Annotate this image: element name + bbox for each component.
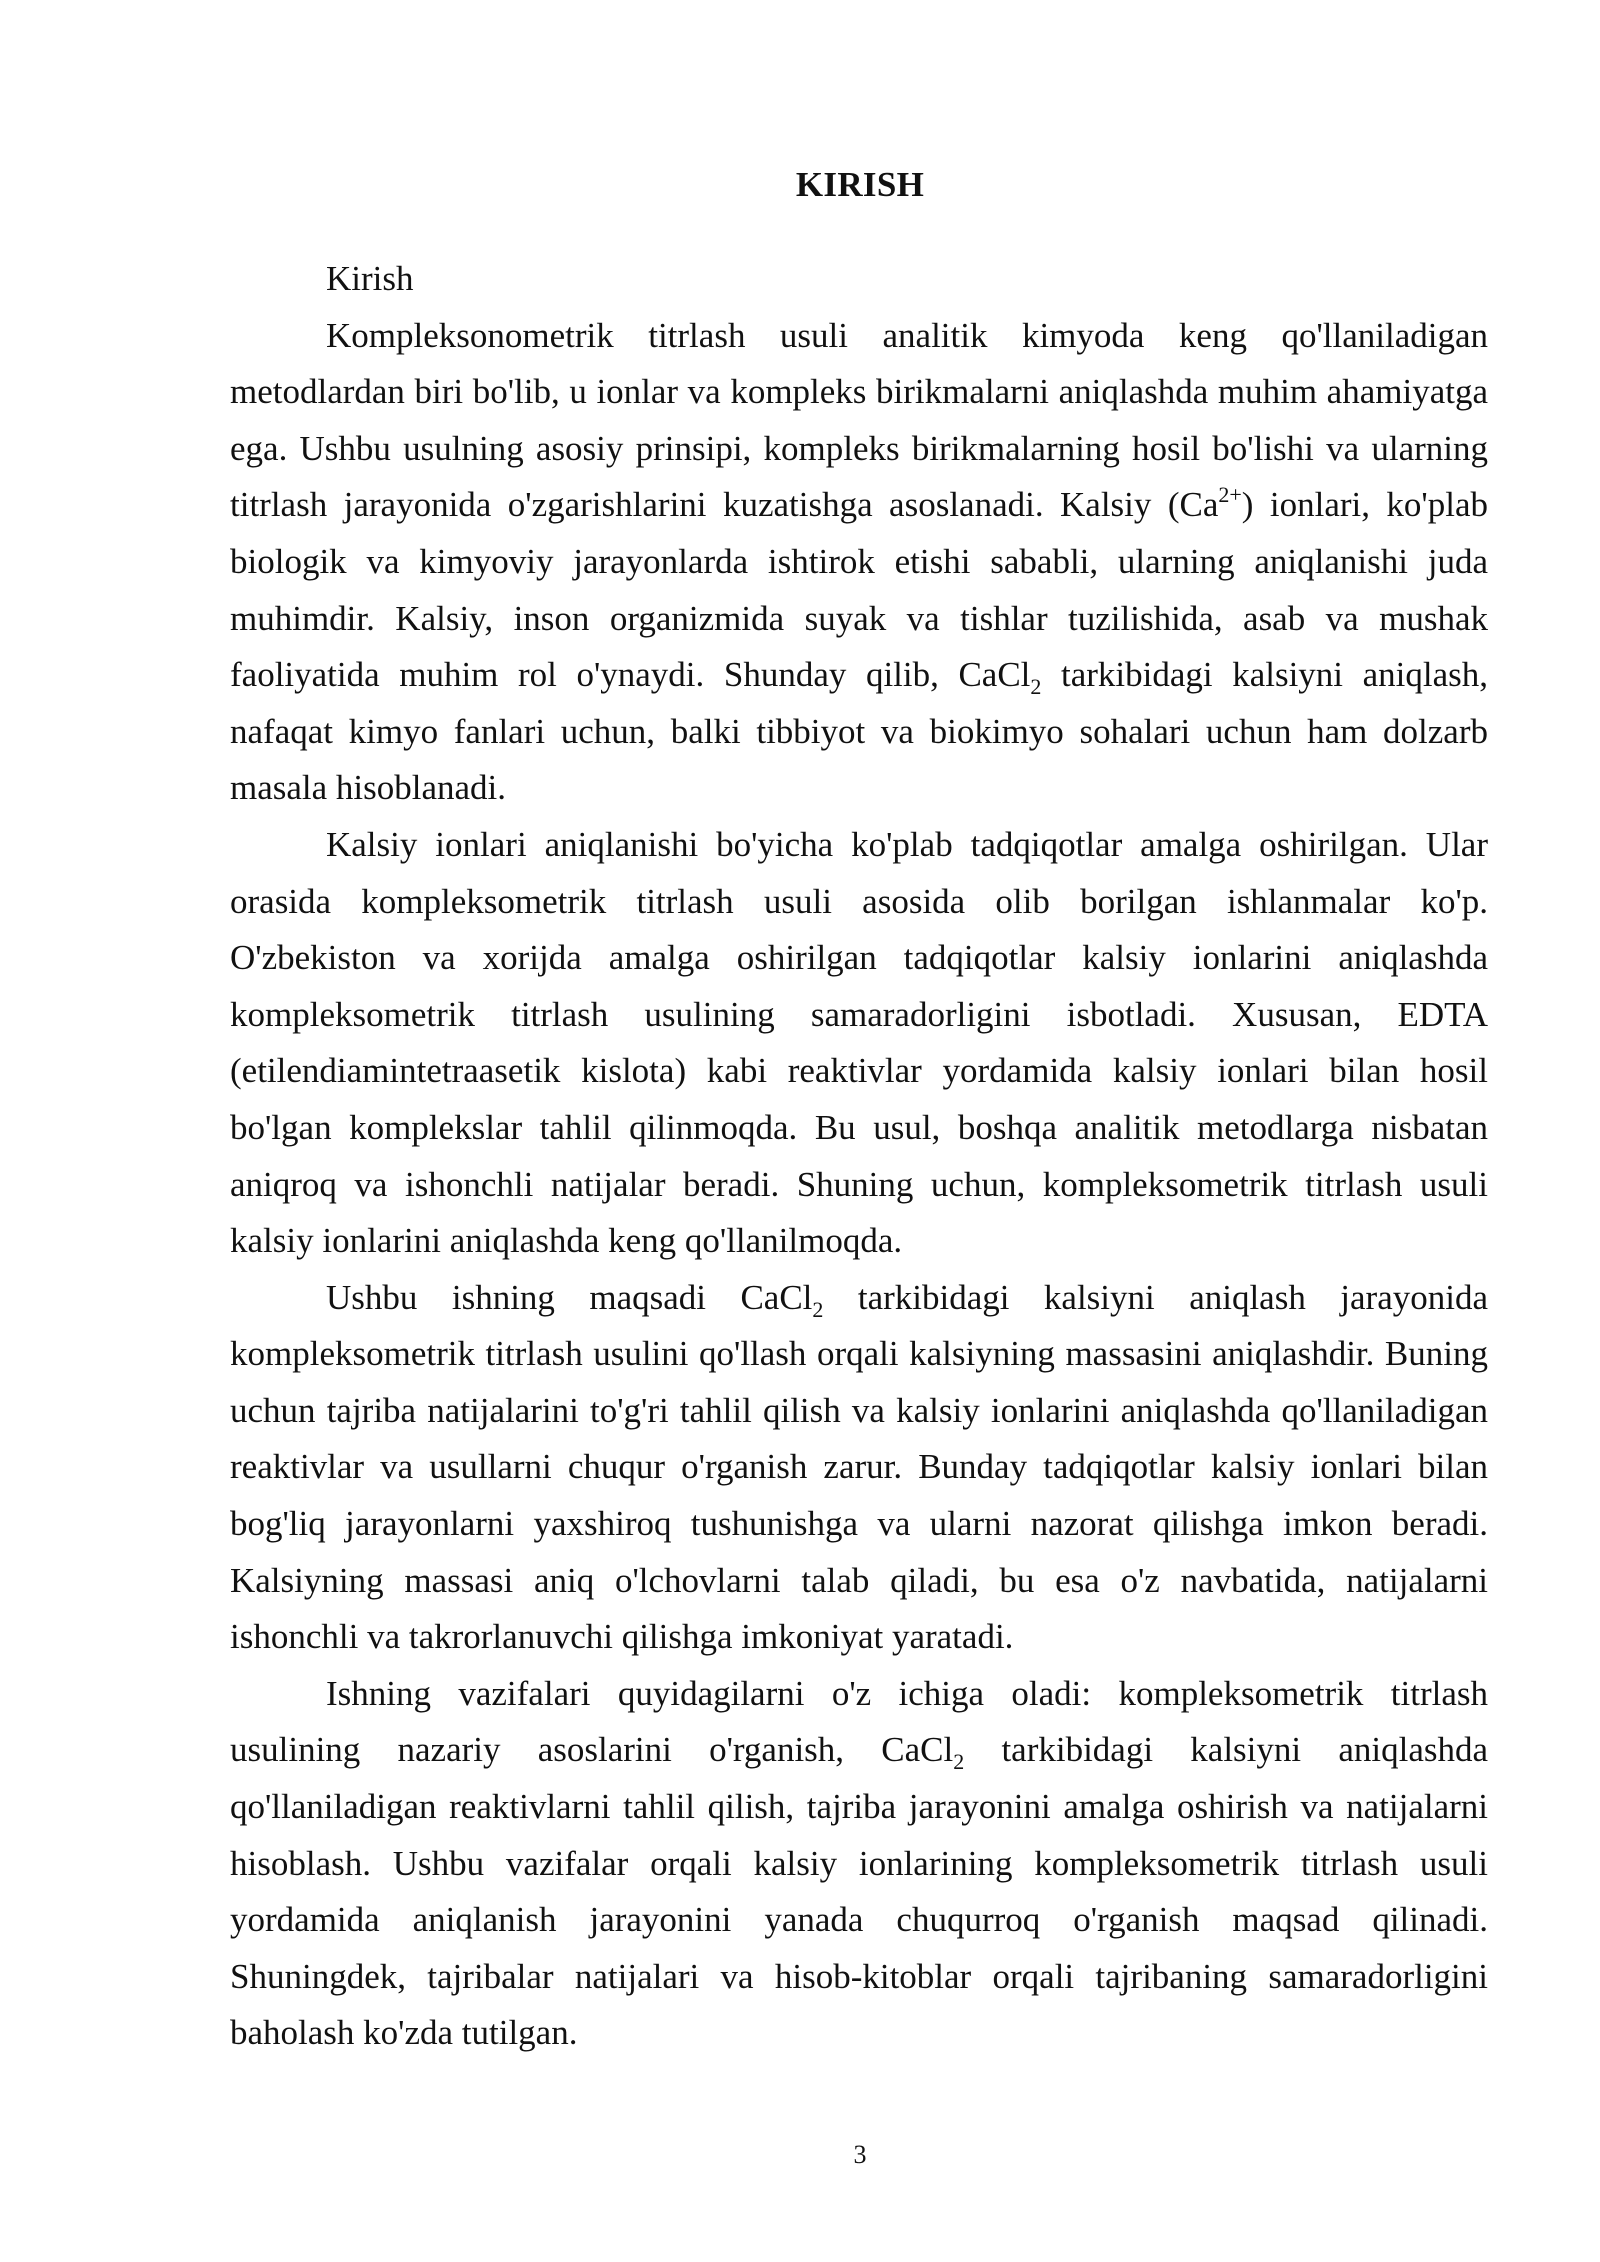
paragraph-4-text-a: Ishning vazifalari quyidagilarni o'z ichiga oladi: kompleksometrik titrlash usulining nazariy asoslarini o'rganish, [230,1673,1488,1770]
paragraph-1-text-b: ) ionlari, ko'plab biologik va kimyoviy jarayonlarda ishtirok etishi sababli, ularning aniqlanishi juda muhimdir. Kalsiy, inson organizmida suyak va tishlar tuzilishida, asab va mushak faoliyatida muhim rol o'ynaydi. Shunday qilib, [230,485,1488,695]
calcium-ion-charge: 2+ [1218,482,1242,508]
formula-cacl2-base: CaCl [740,1277,813,1317]
paragraph-research-overview: Kalsiy ionlari aniqlanishi bo'yicha ko'plab tadqiqotlar amalga oshirilgan. Ular orasida kompleksometrik titrlash usuli asosida olib borilgan ishlanmalar ko'p. O'zbekiston va xorijda amalga oshirilgan tadqiqotlar kalsiy ionlarini aniqlashda kompleksometrik titrlash usulining samaradorligini isbotladi. Xususan, EDTA (etilendiamintetraasetik kislota) kabi reaktivlar yordamida kalsiy ionlari bilan hosil bo'lgan komplekslar tahlil qilinmoqda. Bu usul, boshqa analitik metodlarga nisbatan aniqroq va ishonchli natijalar beradi. Shuning uchun, kompleksometrik titrlash usuli kalsiy ionlarini aniqlashda keng qo'llanilmoqda. [230,824,1488,1261]
paragraph-4-text-b: tarkibidagi kalsiyni aniqlashda qo'llaniladigan reaktivlarni tahlil qilish, tajriba jarayonini amalga oshirish va natijalarni hisoblash. Ushbu vazifalar orqali kalsiy ionlarining kompleksometrik titrlash usuli yordamida aniqlanish jarayonini yanada chuqurroq o'rganish maqsad qilinadi. Shuningdek, tajribalar natijalari va hisob-kitoblar orqali tajribaning samaradorligini baholash ko'zda tutilgan. [230,1730,1489,2053]
formula-cacl2-base: CaCl [881,1730,954,1770]
formula-cacl2-subscript: 2 [812,1296,824,1322]
paragraph-introduction [230,308,1488,817]
section-subheading: Kirish [326,259,414,298]
document-body [230,251,1488,2062]
paragraph-3-text-a: Ushbu ishning maqsadi [326,1277,741,1317]
formula-cacl2-subscript: 2 [953,1749,965,1775]
page-title: KIRISH [795,165,925,204]
paragraph-3-text-b: tarkibidagi kalsiyni aniqlash jarayonida kompleksometrik titrlash usulini qo'llash orqali kalsiyning massasini aniqlashdir. Buning uchun tajriba natijalarini to'g'ri tahlil qilish va kalsiy ionlarini aniqlashda qo'llaniladigan reaktivlar va usullarni chuqur o'rganish zarur. Bunday tadqiqotlar kalsiy ionlari bilan bog'liq jarayonlarni yaxshiroq tushunishga va ularni nazorat qilishga imkon beradi. Kalsiyning massasi aniq o'lchovlarni talab qiladi, bu esa o'z navbatida, natijalarni ishonchli va takrorlanuvchi qilishga imkoniyat yaratadi. [230,1277,1488,1657]
paragraph-goal [230,1270,1488,1666]
calcium-ion-symbol: Ca [1179,485,1219,525]
page-number: 3 [853,2140,867,2169]
paragraph-1-text-c: tarkibidagi kalsiyni aniqlash, nafaqat kimyo fanlari uchun, balki tibbiyot va biokimyo sohalari uchun ham dolzarb masala hisoblanadi. [230,655,1488,808]
paragraph-1-text-a: Kompleksonometrik titrlash usuli analitik kimyoda keng qo'llaniladigan metodlardan biri bo'lib, u ionlar va kompleks birikmalarni aniqlashda muhim ahamiyatga ega. Ushbu usulning asosiy prinsipi, kompleks birikmalarning hosil bo'lishi va ularning titrlash jarayonida o'zgarishlarini kuzatishga asoslanadi. Kalsiy ( [230,315,1488,525]
paragraph-tasks [230,1666,1488,2062]
formula-cacl2-base: CaCl [958,655,1031,695]
formula-cacl2-subscript: 2 [1030,674,1042,700]
